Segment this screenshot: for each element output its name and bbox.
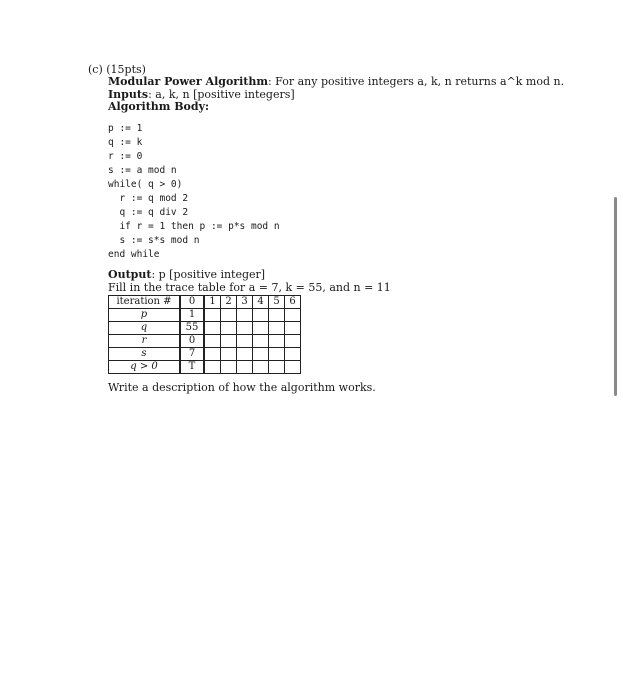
table-row: [109, 335, 301, 348]
trace-cell[interactable]: [285, 309, 301, 322]
trace-cell[interactable]: [285, 361, 301, 374]
trace-cell: 7: [180, 348, 204, 361]
code-line: while( q > 0): [108, 179, 183, 190]
trace-cell: 0: [180, 335, 204, 348]
iteration-header-cell: 5: [269, 296, 285, 309]
iteration-header-cell: 3: [237, 296, 253, 309]
trace-cell[interactable]: [285, 348, 301, 361]
output-line: [108, 268, 265, 281]
code-line: s := s*s mod n: [108, 235, 200, 246]
trace-cell[interactable]: [269, 335, 285, 348]
iteration-header-cell: 6: [285, 296, 301, 309]
trace-cell[interactable]: [204, 335, 221, 348]
trace-cell[interactable]: [204, 348, 221, 361]
trace-cell[interactable]: [237, 348, 253, 361]
code-line: s := a mod n: [108, 165, 177, 176]
algorithm-body-label: Algorithm Body:: [108, 100, 210, 113]
trace-cell[interactable]: [221, 348, 237, 361]
code-line: if r = 1 then p := p*s mod n: [108, 221, 280, 232]
trace-cell[interactable]: [204, 361, 221, 374]
problem-title: [108, 75, 564, 88]
trace-cell[interactable]: [237, 335, 253, 348]
trace-cell[interactable]: [269, 322, 285, 335]
table-row: [109, 322, 301, 335]
trace-cell[interactable]: [269, 309, 285, 322]
code-block: [108, 122, 280, 262]
trace-cell[interactable]: [237, 322, 253, 335]
table-row: [109, 309, 301, 322]
description-prompt: Write a description of how the algorithm works.: [108, 381, 376, 394]
code-line: q := k: [108, 137, 143, 148]
trace-cell[interactable]: [253, 322, 269, 335]
trace-table: [108, 295, 301, 374]
row-label-cell: q: [109, 322, 181, 335]
trace-cell[interactable]: [253, 361, 269, 374]
table-header-row: [109, 296, 301, 309]
code-line: q := q div 2: [108, 207, 189, 218]
inputs-rest: : a, k, n [positive integers]: [148, 88, 295, 101]
row-label-cell: s: [109, 348, 181, 361]
iteration-header-cell: 4: [253, 296, 269, 309]
row-label-cell: q > 0: [109, 361, 181, 374]
row-label-cell: p: [109, 309, 181, 322]
trace-instruction: Fill in the trace table for a = 7, k = 55, and n = 11: [108, 281, 391, 294]
trace-cell[interactable]: [221, 335, 237, 348]
output-label: Output: [108, 268, 152, 281]
header-label-cell: iteration #: [109, 296, 181, 309]
trace-cell: T: [180, 361, 204, 374]
iteration-header-cell: 0: [180, 296, 204, 309]
table-row: [109, 348, 301, 361]
trace-cell[interactable]: [253, 309, 269, 322]
output-rest: : p [positive integer]: [151, 268, 266, 281]
title-bold: Modular Power Algorithm: [108, 75, 268, 88]
iteration-header-cell: 2: [221, 296, 237, 309]
trace-cell[interactable]: [269, 348, 285, 361]
code-line: r := 0: [108, 151, 143, 162]
code-line: end while: [108, 249, 160, 260]
trace-cell[interactable]: [285, 322, 301, 335]
points-label: (15pts): [106, 63, 146, 76]
trace-cell[interactable]: [204, 309, 221, 322]
row-label-cell: r: [109, 335, 181, 348]
title-rest: : For any positive integers a, k, n returns a^k mod n.: [267, 75, 565, 88]
code-line: p := 1: [108, 123, 143, 134]
inputs-label: Inputs: [108, 88, 149, 101]
part-label: (c): [88, 63, 103, 76]
trace-cell[interactable]: [285, 335, 301, 348]
trace-cell: 55: [180, 322, 204, 335]
trace-cell[interactable]: [237, 309, 253, 322]
scrollbar[interactable]: [614, 197, 617, 396]
trace-cell[interactable]: [253, 335, 269, 348]
trace-cell[interactable]: [237, 361, 253, 374]
table-row: [109, 361, 301, 374]
trace-cell[interactable]: [221, 322, 237, 335]
trace-cell: 1: [180, 309, 204, 322]
code-line: r := q mod 2: [108, 193, 189, 204]
trace-cell[interactable]: [221, 309, 237, 322]
trace-cell[interactable]: [269, 361, 285, 374]
trace-cell[interactable]: [221, 361, 237, 374]
iteration-header-cell: 1: [204, 296, 221, 309]
trace-cell[interactable]: [204, 322, 221, 335]
trace-cell[interactable]: [253, 348, 269, 361]
